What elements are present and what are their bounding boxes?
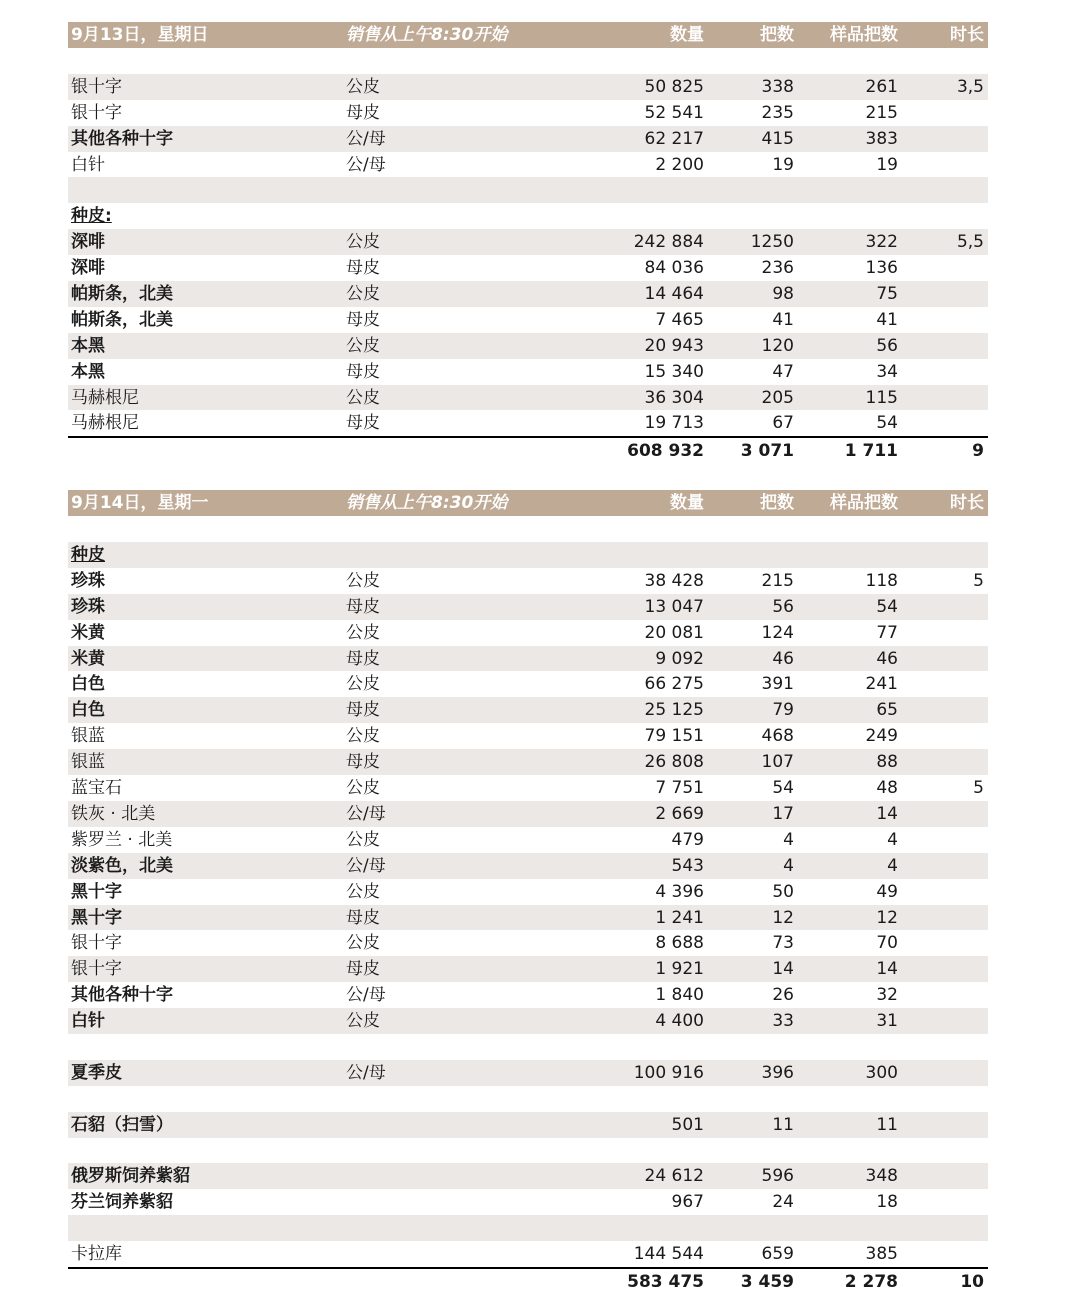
- day-header: [68, 490, 988, 516]
- fur-type: 白色: [71, 674, 105, 695]
- fur-type: 白针: [71, 1011, 105, 1032]
- table-row: [68, 671, 988, 697]
- header-date: 9月14日，星期一: [71, 493, 209, 514]
- fur-type: 银蓝: [71, 726, 105, 747]
- quantity-value: 25 125: [644, 700, 704, 721]
- sex-category: 公/母: [346, 803, 386, 824]
- quantity-value: 50 825: [644, 76, 704, 97]
- bundles-value: 215: [761, 570, 794, 591]
- sample-bundles-value: 249: [865, 726, 898, 747]
- sample-bundles-value: 19: [876, 154, 898, 175]
- table-row: [68, 982, 988, 1008]
- bundles-value: 11: [772, 1114, 794, 1135]
- sample-bundles-value: 41: [876, 309, 898, 330]
- table-row: [68, 281, 988, 307]
- sex-category: 母皮: [346, 648, 380, 669]
- total-quantity: 583 475: [627, 1271, 704, 1292]
- sex-category: 公皮: [346, 284, 380, 305]
- fur-type: 帕斯条，北美: [71, 309, 173, 330]
- total-bundles: 3 459: [740, 1271, 794, 1292]
- sample-bundles-value: 65: [876, 700, 898, 721]
- quantity-value: 4 396: [655, 881, 704, 902]
- sample-bundles-value: 75: [876, 284, 898, 305]
- bundles-value: 415: [761, 128, 794, 149]
- sex-category: 母皮: [346, 413, 380, 434]
- bundles-value: 14: [772, 959, 794, 980]
- quantity-value: 2 669: [655, 803, 704, 824]
- fur-type: 帕斯条，北美: [71, 284, 173, 305]
- fur-type: 马赫根尼: [71, 387, 139, 408]
- sample-bundles-value: 48: [876, 778, 898, 799]
- fur-type: 本黑: [71, 335, 105, 356]
- duration-value: 5,5: [956, 232, 984, 253]
- sample-bundles-value: 215: [865, 102, 898, 123]
- sex-category: 母皮: [346, 700, 380, 721]
- sample-bundles-value: 31: [876, 1011, 898, 1032]
- sample-bundles-value: 348: [865, 1166, 898, 1187]
- table-row: [68, 152, 988, 178]
- bundles-value: 33: [772, 1011, 794, 1032]
- fur-type: 铁灰 · 北美: [71, 803, 156, 824]
- header-duration: 时长: [950, 25, 984, 45]
- quantity-value: 8 688: [655, 933, 704, 954]
- quantity-value: 14 464: [644, 284, 704, 305]
- bundles-value: 24: [772, 1192, 794, 1213]
- sample-bundles-value: 241: [865, 674, 898, 695]
- bundles-value: 107: [761, 752, 794, 773]
- table-row: [68, 594, 988, 620]
- total-row: [68, 1267, 988, 1295]
- bundles-value: 235: [761, 102, 794, 123]
- table-row: [68, 1189, 988, 1215]
- fur-type: 银十字: [71, 102, 122, 123]
- table-row: [68, 956, 988, 982]
- quantity-value: 19 713: [644, 413, 704, 434]
- sex-category: 公皮: [346, 335, 380, 356]
- fur-type: 紫罗兰 · 北美: [71, 829, 173, 850]
- table-row: [68, 126, 988, 152]
- fur-type: 淡紫色，北美: [71, 855, 173, 876]
- sex-category: 母皮: [346, 361, 380, 382]
- header-duration: 时长: [950, 493, 984, 514]
- quantity-value: 4 400: [655, 1011, 704, 1032]
- fur-type: 珍珠: [71, 570, 105, 591]
- sex-category: 公皮: [346, 387, 380, 408]
- sample-bundles-value: 383: [865, 128, 898, 149]
- table-row: [68, 827, 988, 853]
- table-row: [68, 853, 988, 879]
- blank-row: [68, 1086, 988, 1112]
- sex-category: 公皮: [346, 622, 380, 643]
- header-bundles: 把数: [760, 493, 794, 514]
- sex-category: 公/母: [346, 154, 386, 175]
- bundles-value: 47: [772, 361, 794, 382]
- total-sample-bundles: 2 278: [844, 1271, 898, 1292]
- sample-bundles-value: 136: [865, 258, 898, 279]
- sex-category: 公皮: [346, 829, 380, 850]
- table-row: [68, 1241, 988, 1267]
- fur-type: 米黄: [71, 622, 105, 643]
- quantity-value: 36 304: [644, 387, 704, 408]
- blank-row: [68, 1138, 988, 1164]
- sex-category: 公/母: [346, 1062, 386, 1083]
- bundles-value: 338: [761, 76, 794, 97]
- table-row: [68, 74, 988, 100]
- quantity-value: 26 808: [644, 752, 704, 773]
- table-row: [68, 930, 988, 956]
- total-row: [68, 436, 988, 464]
- bundles-value: 205: [761, 387, 794, 408]
- quantity-value: 2 200: [655, 154, 704, 175]
- sample-bundles-value: 4: [887, 829, 898, 850]
- bundles-value: 596: [761, 1166, 794, 1187]
- table-row: [68, 775, 988, 801]
- bundles-value: 79: [772, 700, 794, 721]
- blank-row: [68, 1034, 988, 1060]
- fur-type: 马赫根尼: [71, 413, 139, 434]
- section-heading: [68, 542, 988, 568]
- bundles-value: 391: [761, 674, 794, 695]
- quantity-value: 84 036: [644, 258, 704, 279]
- sex-category: 母皮: [346, 752, 380, 773]
- bundles-value: 67: [772, 413, 794, 434]
- table-row: [68, 229, 988, 255]
- sample-bundles-value: 32: [876, 985, 898, 1006]
- fur-type: 银十字: [71, 933, 122, 954]
- header-sample-bundles: 样品把数: [830, 493, 898, 514]
- quantity-value: 52 541: [644, 102, 704, 123]
- fur-type: 银十字: [71, 76, 122, 97]
- table-row: [68, 697, 988, 723]
- bundles-value: 56: [772, 596, 794, 617]
- table-row: [68, 801, 988, 827]
- quantity-value: 79 151: [644, 726, 704, 747]
- table-row: [68, 307, 988, 333]
- sex-category: 公/母: [346, 985, 386, 1006]
- sample-bundles-value: 11: [876, 1114, 898, 1135]
- sample-bundles-value: 118: [865, 570, 898, 591]
- fur-type: 卡拉库: [71, 1244, 122, 1265]
- quantity-value: 242 884: [633, 232, 704, 253]
- fur-type: 芬兰饲养紫貂: [71, 1192, 173, 1213]
- blank-row: [68, 1215, 988, 1241]
- bundles-value: 50: [772, 881, 794, 902]
- fur-type: 深啡: [71, 258, 105, 279]
- fur-type: 夏季皮: [71, 1062, 122, 1083]
- bundles-value: 396: [761, 1062, 794, 1083]
- table-row: [68, 255, 988, 281]
- quantity-value: 20 081: [644, 622, 704, 643]
- sex-category: 公皮: [346, 1011, 380, 1032]
- fur-type: 其他各种十字: [71, 128, 173, 149]
- fur-type: 银蓝: [71, 752, 105, 773]
- total-quantity: 608 932: [627, 441, 704, 462]
- fur-type: 银十字: [71, 959, 122, 980]
- sex-category: 公皮: [346, 726, 380, 747]
- quantity-value: 20 943: [644, 335, 704, 356]
- bundles-value: 41: [772, 309, 794, 330]
- bundles-value: 54: [772, 778, 794, 799]
- total-duration: 10: [960, 1271, 984, 1292]
- sample-bundles-value: 49: [876, 881, 898, 902]
- header-date: 9月13日，星期日: [71, 25, 209, 45]
- sample-bundles-value: 46: [876, 648, 898, 669]
- bundles-value: 236: [761, 258, 794, 279]
- table-row: [68, 879, 988, 905]
- sample-bundles-value: 14: [876, 959, 898, 980]
- table-row: [68, 1060, 988, 1086]
- sample-bundles-value: 54: [876, 413, 898, 434]
- section-title: 种皮:: [71, 206, 112, 227]
- bundles-value: 468: [761, 726, 794, 747]
- blank-row: [68, 48, 988, 74]
- duration-value: 3,5: [956, 76, 984, 97]
- sex-category: 公皮: [346, 778, 380, 799]
- quantity-value: 13 047: [644, 596, 704, 617]
- fur-type: 蓝宝石: [71, 778, 122, 799]
- table-row: [68, 100, 988, 126]
- sample-bundles-value: 261: [865, 76, 898, 97]
- quantity-value: 501: [671, 1114, 704, 1135]
- quantity-value: 7 751: [655, 778, 704, 799]
- sex-category: 公皮: [346, 76, 380, 97]
- quantity-value: 66 275: [644, 674, 704, 695]
- bundles-value: 73: [772, 933, 794, 954]
- header-sale-note: 销售从上午8:30开始: [346, 493, 508, 514]
- quantity-value: 7 465: [655, 309, 704, 330]
- sex-category: 母皮: [346, 309, 380, 330]
- fur-type: 黑十字: [71, 881, 122, 902]
- quantity-value: 62 217: [644, 128, 704, 149]
- bundles-value: 120: [761, 335, 794, 356]
- bundles-value: 12: [772, 907, 794, 928]
- quantity-value: 967: [671, 1192, 704, 1213]
- sex-category: 公皮: [346, 881, 380, 902]
- table-row: [68, 1008, 988, 1034]
- fur-type: 石貂（扫雪）: [71, 1114, 173, 1135]
- sex-category: 母皮: [346, 102, 380, 123]
- header-sample-bundles: 样品把数: [830, 25, 898, 45]
- table-row: [68, 749, 988, 775]
- fur-type: 其他各种十字: [71, 985, 173, 1006]
- fur-type: 白针: [71, 154, 105, 175]
- sex-category: 母皮: [346, 907, 380, 928]
- sample-bundles-value: 18: [876, 1192, 898, 1213]
- quantity-value: 15 340: [644, 361, 704, 382]
- sample-bundles-value: 34: [876, 361, 898, 382]
- sex-category: 公皮: [346, 570, 380, 591]
- sex-category: 母皮: [346, 258, 380, 279]
- bundles-value: 4: [783, 855, 794, 876]
- sample-bundles-value: 14: [876, 803, 898, 824]
- fur-type: 黑十字: [71, 907, 122, 928]
- sex-category: 母皮: [346, 959, 380, 980]
- sample-bundles-value: 54: [876, 596, 898, 617]
- table-row: [68, 385, 988, 411]
- sample-bundles-value: 12: [876, 907, 898, 928]
- fur-type: 深啡: [71, 232, 105, 253]
- total-bundles: 3 071: [740, 441, 794, 462]
- sample-bundles-value: 4: [887, 855, 898, 876]
- header-quantity: 数量: [670, 25, 704, 45]
- quantity-value: 100 916: [633, 1062, 704, 1083]
- duration-value: 5: [973, 570, 984, 591]
- quantity-value: 479: [671, 829, 704, 850]
- sex-category: 公皮: [346, 674, 380, 695]
- fur-type: 米黄: [71, 648, 105, 669]
- fur-type: 珍珠: [71, 596, 105, 617]
- bundles-value: 98: [772, 284, 794, 305]
- sample-bundles-value: 70: [876, 933, 898, 954]
- table-row: [68, 333, 988, 359]
- sex-category: 公/母: [346, 128, 386, 149]
- bundles-value: 26: [772, 985, 794, 1006]
- quantity-value: 38 428: [644, 570, 704, 591]
- section-title: 种皮: [71, 545, 105, 566]
- block-spacer: [68, 464, 988, 490]
- bundles-value: 19: [772, 154, 794, 175]
- sample-bundles-value: 88: [876, 752, 898, 773]
- section-heading: [68, 203, 988, 229]
- bundles-value: 124: [761, 622, 794, 643]
- quantity-value: 1 921: [655, 959, 704, 980]
- quantity-value: 9 092: [655, 648, 704, 669]
- sample-bundles-value: 77: [876, 622, 898, 643]
- auction-sales-sheet: [68, 22, 988, 1295]
- quantity-value: 1 840: [655, 985, 704, 1006]
- table-row: [68, 1112, 988, 1138]
- sample-bundles-value: 115: [865, 387, 898, 408]
- fur-type: 本黑: [71, 361, 105, 382]
- duration-value: 5: [973, 778, 984, 799]
- bundles-value: 659: [761, 1244, 794, 1265]
- header-sale-note: 销售从上午8:30开始: [346, 25, 508, 45]
- total-sample-bundles: 1 711: [844, 441, 898, 462]
- quantity-value: 543: [671, 855, 704, 876]
- table-row: [68, 723, 988, 749]
- table-row: [68, 568, 988, 594]
- fur-type: 白色: [71, 700, 105, 721]
- bundles-value: 46: [772, 648, 794, 669]
- sex-category: 公皮: [346, 933, 380, 954]
- quantity-value: 1 241: [655, 907, 704, 928]
- sample-bundles-value: 56: [876, 335, 898, 356]
- sex-category: 公皮: [346, 232, 380, 253]
- quantity-value: 24 612: [644, 1166, 704, 1187]
- sex-category: 母皮: [346, 596, 380, 617]
- header-quantity: 数量: [670, 493, 704, 514]
- header-bundles: 把数: [760, 25, 794, 45]
- sample-bundles-value: 385: [865, 1244, 898, 1265]
- table-row: [68, 1163, 988, 1189]
- quantity-value: 144 544: [633, 1244, 704, 1265]
- bundles-value: 4: [783, 829, 794, 850]
- sex-category: 公/母: [346, 855, 386, 876]
- table-row: [68, 620, 988, 646]
- day-header: [68, 22, 988, 48]
- bundles-value: 17: [772, 803, 794, 824]
- table-row: [68, 646, 988, 672]
- bundles-value: 1250: [750, 232, 794, 253]
- sample-bundles-value: 322: [865, 232, 898, 253]
- blank-row: [68, 516, 988, 542]
- fur-type: 俄罗斯饲养紫貂: [71, 1166, 190, 1187]
- blank-row: [68, 177, 988, 203]
- table-row: [68, 410, 988, 436]
- total-duration: 9: [972, 441, 984, 462]
- sample-bundles-value: 300: [865, 1062, 898, 1083]
- table-row: [68, 905, 988, 931]
- table-row: [68, 359, 988, 385]
